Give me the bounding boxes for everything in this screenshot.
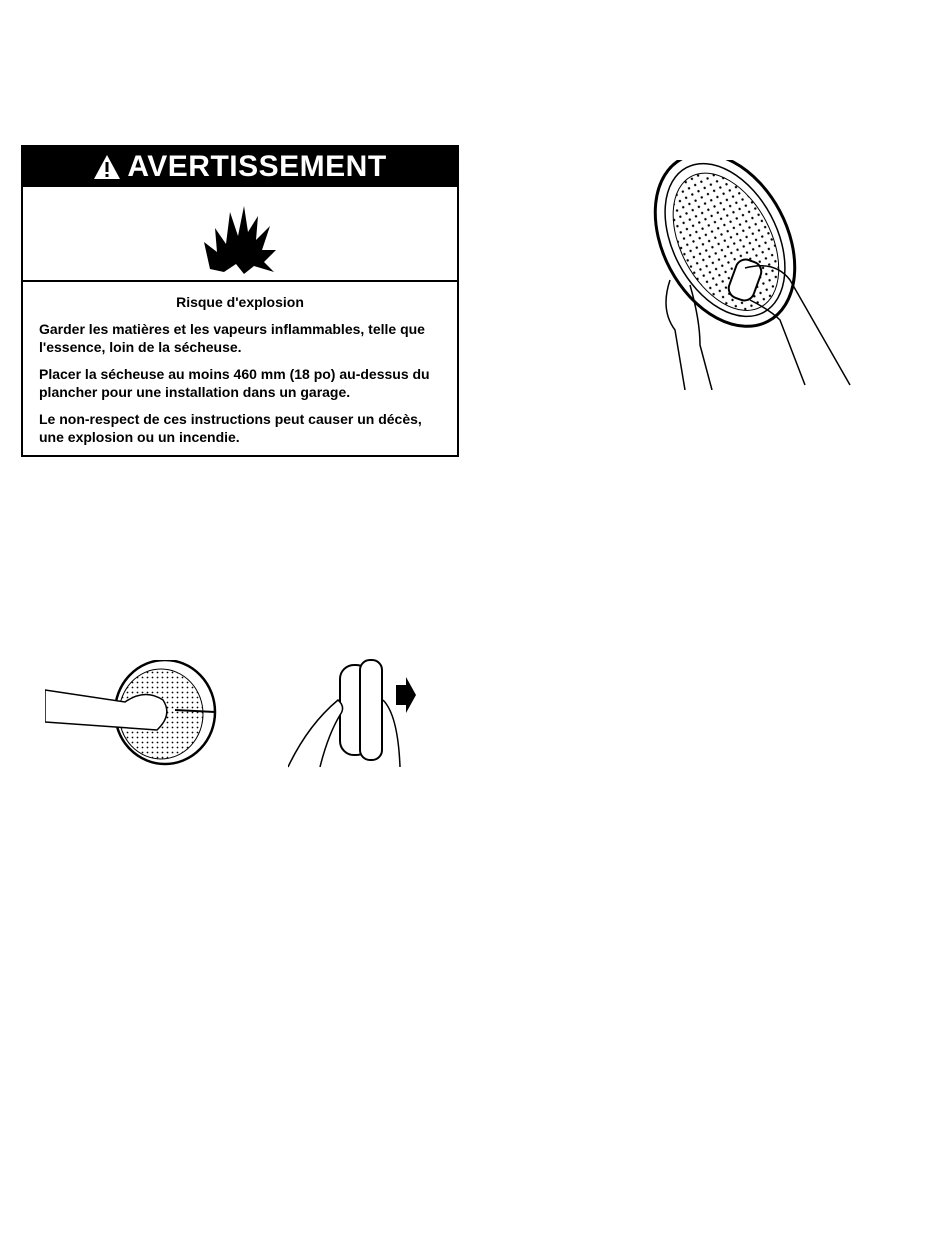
warning-box — [21, 145, 459, 457]
warning-text — [23, 282, 457, 446]
lint-screen-cleaning-illustration — [630, 160, 860, 390]
arrow-right-icon — [396, 677, 416, 713]
warning-triangle-icon — [93, 154, 121, 180]
hazard-symbol-area — [23, 187, 457, 282]
warning-title: Risque d'explosion — [176, 294, 304, 310]
warning-paragraph-1: Garder les matières et les vapeurs inflammables, telle que l'essence, loin de la sécheuse. — [39, 321, 425, 355]
warning-paragraph-3: Le non-respect de ces instructions peut causer un décès, une explosion ou un incendie. — [39, 411, 422, 445]
screen-removal-illustration — [288, 655, 418, 770]
explosion-icon — [200, 194, 280, 274]
warning-header-label: AVERTISSEMENT — [127, 150, 387, 183]
lint-removal-illustration — [45, 660, 220, 770]
warning-paragraph-2: Placer la sécheuse au moins 460 mm (18 po) au-dessus du plancher pour une installation dans un garage. — [39, 366, 430, 400]
warning-header — [23, 147, 457, 187]
